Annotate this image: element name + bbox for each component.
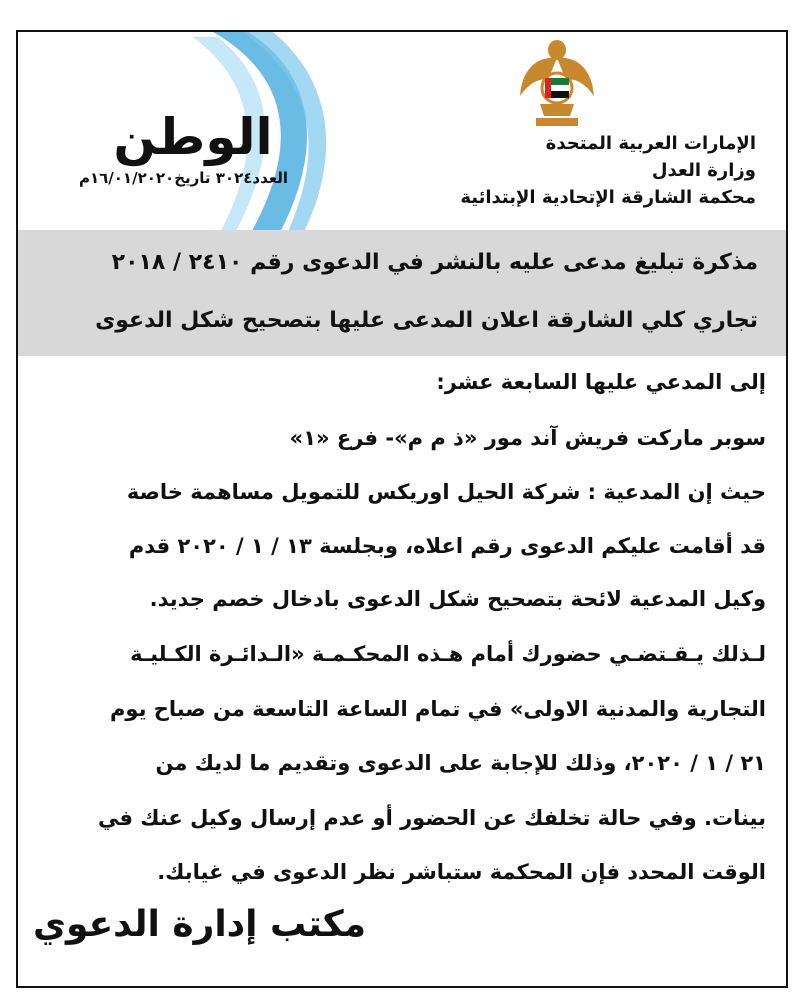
notice-line: ٢١ / ١ / ٢٠٢٠، وذلك للإجابة على الدعوى وتقديم ما لديك من [155, 751, 766, 775]
issuing-authority [460, 130, 756, 211]
country-name: الإمارات العربية المتحدة [545, 133, 756, 154]
newspaper-masthead [78, 107, 288, 187]
notice-line: التجارية والمدنية الاولى» في تمام الساعة التاسعة من صباح يوم [110, 697, 766, 721]
notice-line: قد أقامت عليكم الدعوى رقم اعلاه، وبجلسة ١٣ / ١ / ٢٠٢٠ قدم [128, 534, 766, 558]
notice-line: حيث إن المدعية : شركة الحيل اوريكس للتمويل مساهمة خاصة [126, 480, 766, 504]
notice-title-line-2: تجاري كلي الشارقة اعلان المدعى عليها بتصحيح شكل الدعوى [95, 308, 758, 333]
notice-line: وكيل المدعية لائحة بتصحيح شكل الدعوى بادخال خصم جديد. [149, 587, 766, 611]
notice-line: لـذلك يـقـتضـي حضورك أمام هـذه المحكـمـة «الـدائـرة الكـليـة [130, 642, 766, 666]
notice-frame [16, 30, 788, 988]
ministry-name: وزارة العدل [651, 160, 756, 181]
notice-line: إلى المدعي عليها السابعة عشر: [436, 370, 766, 394]
court-name: محكمة الشارقة الإتحادية الإبتدائية [460, 187, 756, 208]
notice-line: بينات. وفي حالة تخلفك عن الحضور أو عدم إرسال وكيل عنك في [98, 806, 766, 830]
notice-title-banner [18, 230, 786, 356]
notice-line: سوبر ماركت فريش آند مور «ذ م م»- فرع «١» [289, 426, 766, 450]
newspaper-name: الوطن [113, 108, 273, 166]
newspaper-issue-date: العدد٣٠٢٤ تاريخ١٦/٠١/٢٠٢٠م [78, 169, 288, 187]
uae-eagle-emblem-icon [518, 38, 596, 128]
notice-title-line-1: مذكرة تبليغ مدعى عليه بالنشر في الدعوى رقم ٢٤١٠ / ٢٠١٨ [111, 250, 758, 275]
notice-line: الوقت المحدد فإن المحكمة ستباشر نظر الدعوى في غيابك. [157, 860, 766, 884]
signature-office: مكتب إدارة الدعوي [33, 904, 367, 945]
